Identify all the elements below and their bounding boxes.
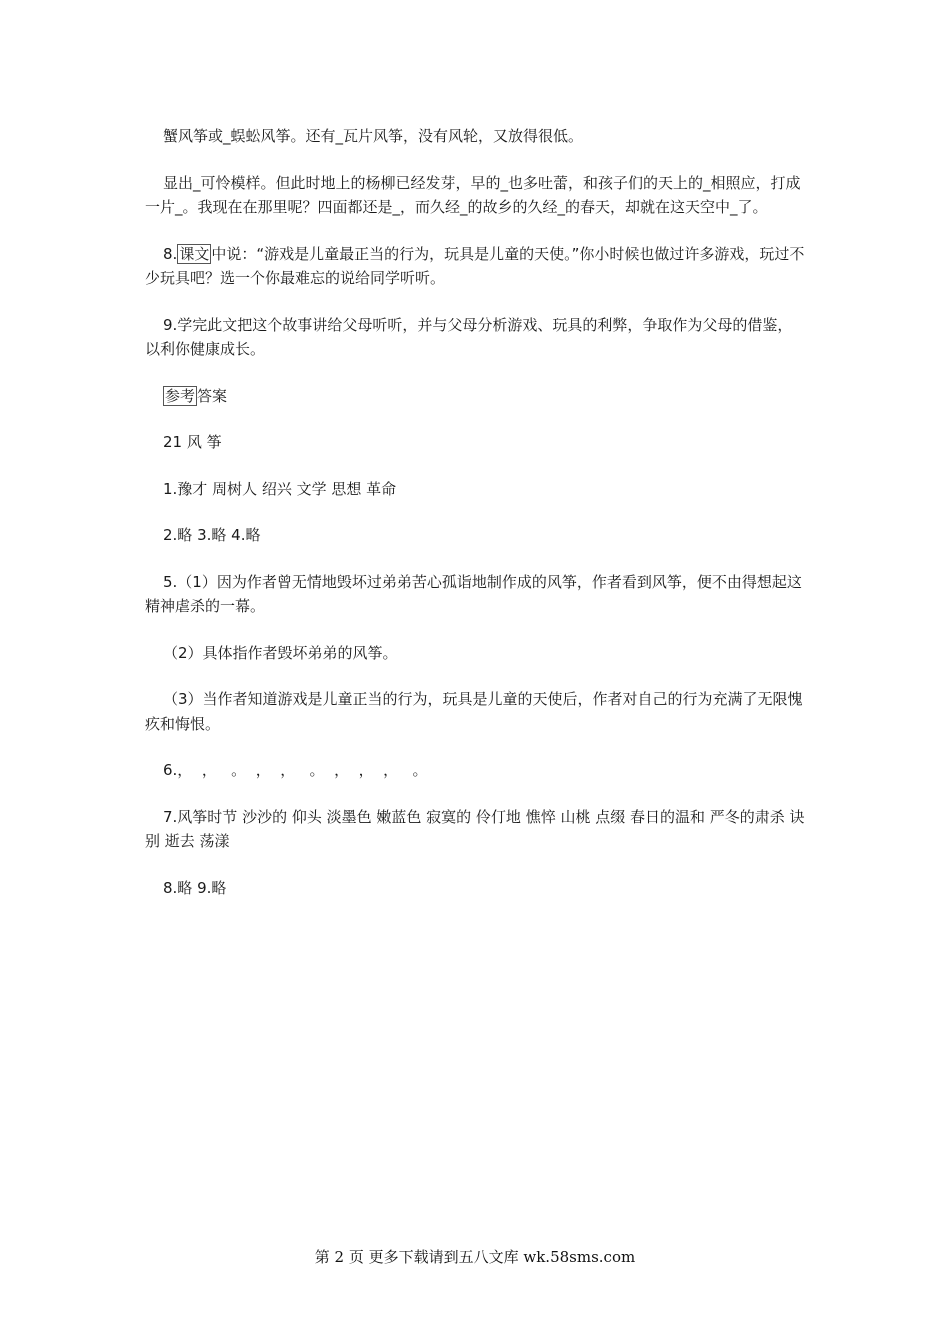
answer-6: 6.， ， 。 ， ， 。 ， ， ， 。: [163, 761, 428, 779]
answer-5-3: （3）当作者知道游戏是儿童正当的行为，玩具是儿童的天使后，作者对自己的行为充满了无限愧疚和悔恨。: [145, 690, 803, 733]
answer-heading-text: 答案: [197, 386, 228, 405]
keyword-link-kewen-label: 课文: [179, 244, 210, 263]
answer-1: 1.豫才 周树人 绍兴 文学 思想 革命: [163, 479, 397, 498]
question-8-text: 中说：“游戏是儿童最正当的行为，玩具是儿童的天使。”你小时候也做过许多游戏，玩过不少玩具吧？选一个你最难忘的说给同学听听。: [145, 244, 805, 287]
paragraph-kite-types: 蟹风筝或_蜈蚣风筝。还有_瓦片风筝，没有风轮，又放得很低。: [163, 127, 584, 145]
keyword-link-cankao[interactable]: [163, 386, 197, 406]
lesson-title: 21 风 筝: [163, 433, 222, 451]
keyword-link-kewen[interactable]: [177, 244, 211, 264]
answer-7: 7.风筝时节 沙沙的 仰头 淡墨色 嫩蓝色 寂寞的 伶仃地 憔悴 山桃 点缀 春日的温和 严冬的肃杀 诀别 逝去 荡漾: [145, 807, 805, 850]
document-body: [145, 124, 805, 922]
answer-heading: [145, 384, 805, 409]
question-8: [145, 242, 805, 291]
keyword-link-cankao-label: 参考: [165, 386, 196, 405]
answer-2-4: 2.略 3.略 4.略: [163, 526, 261, 544]
answer-5-1: 5.（1）因为作者曾无情地毁坏过弟弟苦心孤诣地制作成的风筝，作者看到风筝，便不由得想起这精神虐杀的一幕。: [145, 572, 802, 615]
paragraph-spring-scene: 显出_可怜模样。但此时地上的杨柳已经发芽，早的_也多吐蕾，和孩子们的天上的_相照应，打成一片_。我现在在那里呢？四面都还是_，而久经_的故乡的久经_的春天，却就在这天空中_了。: [145, 173, 801, 216]
answer-5-2: （2）具体指作者毁坏弟弟的风筝。: [163, 643, 398, 662]
page-footer: 第 2 页 更多下载请到五八文库 wk.58sms.com: [314, 1248, 636, 1266]
answer-8-9: 8.略 9.略: [163, 878, 227, 897]
question-8-number: 8.: [163, 244, 178, 263]
question-9: 9.学完此文把这个故事讲给父母听听，并与父母分析游戏、玩具的利弊，争取作为父母的借鉴，以利你健康成长。: [145, 315, 793, 358]
